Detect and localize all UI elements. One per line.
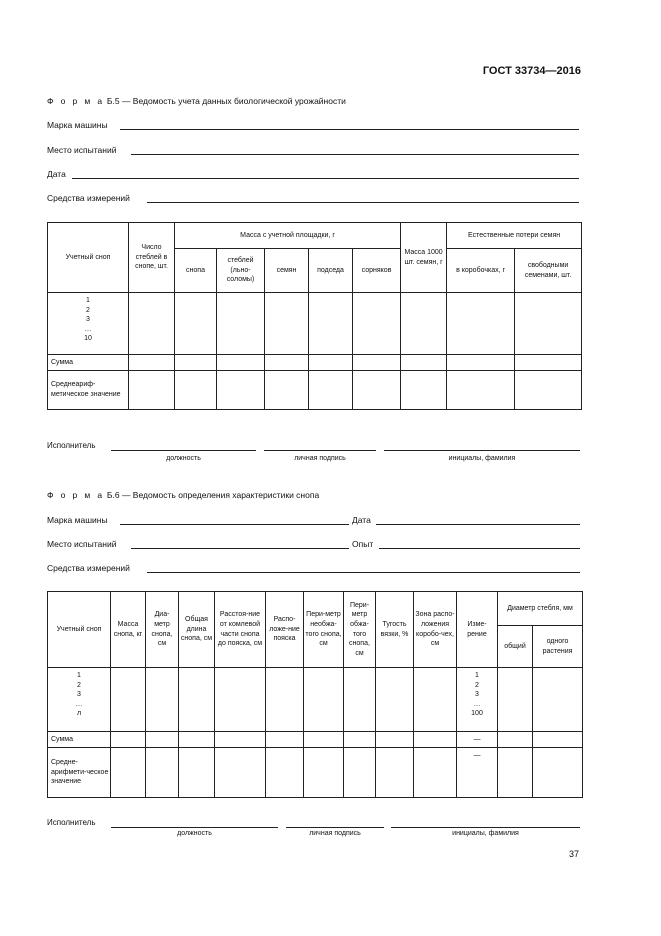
data-cell[interactable]: [447, 355, 515, 371]
data-cell[interactable]: [215, 748, 266, 798]
form5-machine-label: Марка машины: [47, 120, 108, 130]
measure-number: 3: [475, 691, 479, 699]
data-cell[interactable]: [344, 668, 376, 732]
form6-sign-field[interactable]: [286, 818, 384, 828]
data-cell[interactable]: [265, 293, 309, 355]
measure-number: 1: [475, 672, 479, 679]
data-cell[interactable]: [129, 293, 175, 355]
form5-place-label: Место испытаний: [47, 145, 117, 155]
h-one-growth: одного растения: [533, 626, 583, 668]
row-number: 1: [86, 297, 90, 304]
form6-experiment-field[interactable]: [379, 539, 580, 549]
form6-prefix: Ф о р м а: [47, 490, 105, 500]
row-number: 2: [86, 306, 90, 314]
form6-place-field[interactable]: [131, 539, 349, 549]
h-sheaf-mass: снопа: [175, 249, 217, 293]
measure-number: 2: [475, 681, 479, 689]
h-weeds: сорняков: [353, 249, 401, 293]
form5-title-text: Б.5 — Ведомость учета данных биологической урожайности: [106, 96, 346, 106]
form5-sign-field[interactable]: [264, 441, 376, 451]
h-belt: Распо-ложе-ние пояска: [266, 592, 304, 668]
form6-date-field[interactable]: [376, 515, 580, 525]
data-cell[interactable]: [146, 732, 179, 748]
form6-machine-label: Марка машины: [47, 515, 108, 525]
data-cell[interactable]: [266, 732, 304, 748]
table-row: [48, 748, 583, 798]
row-number: 2: [77, 681, 81, 689]
form6-position-caption: должность: [177, 830, 212, 837]
data-cell[interactable]: [533, 668, 583, 732]
h-perim-untrimmed: Пери-метр необжа-того снопа, см: [304, 592, 344, 668]
data-cell[interactable]: [179, 668, 215, 732]
data-cell[interactable]: [376, 732, 414, 748]
form5-executor-label: Исполнитель: [47, 441, 96, 450]
data-cell[interactable]: [215, 668, 266, 732]
form5-sign-caption: личная подпись: [294, 455, 346, 462]
data-cell[interactable]: [146, 748, 179, 798]
h-in-bolls: в коробочках, г: [447, 249, 515, 293]
form5-prefix: Ф о р м а: [47, 96, 105, 106]
form5-instruments-label: Средства измерений: [47, 193, 130, 203]
h-mass-1000: Масса 1000 шт. семян, г: [401, 223, 447, 293]
form6-date-label: Дата: [352, 515, 371, 525]
h-perim-trimmed: Пери-метр обжа-того снопа, см: [344, 592, 376, 668]
data-cell[interactable]: [146, 668, 179, 732]
form5-date-label: Дата: [47, 169, 66, 179]
form5-title: [47, 96, 346, 106]
data-cell[interactable]: [304, 732, 344, 748]
form6-sign-caption: личная подпись: [309, 830, 361, 837]
data-cell[interactable]: [414, 732, 457, 748]
data-cell[interactable]: [111, 748, 146, 798]
form6-instruments-label: Средства измерений: [47, 563, 130, 573]
data-cell[interactable]: [376, 668, 414, 732]
data-cell[interactable]: [353, 371, 401, 410]
data-cell[interactable]: [111, 732, 146, 748]
table-row: [48, 355, 582, 371]
form5-name-field[interactable]: [384, 441, 580, 451]
form6-executor-label: Исполнитель: [47, 818, 96, 827]
h-mass: Масса снопа, кг: [111, 592, 146, 668]
data-cell[interactable]: [515, 355, 582, 371]
data-cell[interactable]: [217, 293, 265, 355]
form6-title: [47, 490, 319, 500]
form5-place-field[interactable]: [131, 145, 579, 155]
table-row: [48, 293, 582, 355]
h-distance: Расстоя-ние от комлевой части снопа до пояска, см: [215, 592, 266, 668]
data-cell[interactable]: [353, 293, 401, 355]
form5-position-field[interactable]: [111, 441, 256, 451]
data-cell[interactable]: [266, 748, 304, 798]
row-number: л: [76, 710, 82, 718]
h-stems-count: Число стеблей в снопе, шт.: [129, 223, 175, 293]
data-cell[interactable]: [175, 371, 217, 410]
form5-name-caption: инициалы, фамилия: [448, 455, 516, 462]
h-length: Общая длина снопа, см: [179, 592, 215, 668]
data-cell[interactable]: [498, 748, 533, 798]
form5-instruments-field[interactable]: [147, 193, 579, 203]
data-cell[interactable]: [129, 371, 175, 410]
data-cell[interactable]: [447, 293, 515, 355]
data-cell[interactable]: [265, 355, 309, 371]
data-cell[interactable]: [175, 355, 217, 371]
data-cell[interactable]: [217, 371, 265, 410]
data-cell[interactable]: [304, 668, 344, 732]
data-cell[interactable]: [414, 748, 457, 798]
h-stem-diam: Диаметр стебля, мм: [498, 592, 583, 626]
h-measure: Изме-рение: [457, 592, 498, 668]
h-mass-group: Масса с учетной площадки, г: [175, 223, 401, 249]
data-cell[interactable]: [266, 668, 304, 732]
h-losses-group: Естественные потери семян: [447, 223, 582, 249]
sum-dash: —: [457, 732, 498, 748]
row-mean-label: Средне-арифмети-ческое значение: [48, 748, 111, 798]
row-numbers: [48, 293, 129, 355]
h-undergrowth: подседа: [309, 249, 353, 293]
row-number: 10: [84, 335, 92, 343]
row-sum-label: Сумма: [48, 355, 129, 371]
row-number: 3: [86, 316, 90, 324]
data-cell[interactable]: [129, 355, 175, 371]
row-sum-label: Сумма: [48, 732, 111, 748]
form5-date-field[interactable]: [72, 169, 579, 179]
h-boll-zone: Зона распо-ложения коробо-чех, см: [414, 592, 457, 668]
row-mean-label: Среднеариф-метическое значение: [48, 371, 129, 410]
table-row: [48, 668, 583, 732]
form5-table: [47, 222, 582, 410]
row-number: 1: [77, 672, 81, 679]
row-numbers: [48, 668, 111, 732]
form6-place-label: Место испытаний: [47, 539, 117, 549]
data-cell[interactable]: [309, 293, 353, 355]
data-cell[interactable]: [401, 371, 447, 410]
measure-number: 100: [471, 710, 483, 718]
h-sheaf: Учетный сноп: [48, 592, 111, 668]
data-cell[interactable]: [376, 748, 414, 798]
data-cell[interactable]: [414, 668, 457, 732]
page-number: 37: [568, 849, 579, 859]
mean-dash: —: [457, 748, 498, 798]
h-total: общий: [498, 626, 533, 668]
data-cell[interactable]: [179, 732, 215, 748]
form6-table: [47, 591, 583, 798]
data-cell[interactable]: [515, 293, 582, 355]
row-ellipsis: …: [75, 700, 83, 708]
data-cell[interactable]: [304, 748, 344, 798]
h-seeds: семян: [265, 249, 309, 293]
h-sheaf: Учетный сноп: [48, 223, 129, 293]
data-cell[interactable]: [265, 371, 309, 410]
data-cell[interactable]: [498, 732, 533, 748]
form6-experiment-label: Опыт: [352, 539, 374, 549]
table-row: [48, 371, 582, 410]
form5-position-caption: должность: [166, 455, 201, 462]
row-ellipsis: …: [84, 325, 92, 333]
form6-instruments-field[interactable]: [147, 563, 580, 573]
data-cell[interactable]: [447, 371, 515, 410]
form5-machine-field[interactable]: [120, 120, 579, 130]
standard-number: ГОСТ 33734—2016: [482, 65, 581, 77]
data-cell[interactable]: [344, 748, 376, 798]
measure-numbers: [457, 668, 498, 732]
data-cell[interactable]: [344, 732, 376, 748]
measure-ellipsis: …: [473, 700, 481, 708]
data-cell[interactable]: [179, 748, 215, 798]
data-cell[interactable]: [353, 355, 401, 371]
form6-title-text: Б.6 — Ведомость определения характеристики снопа: [106, 490, 320, 500]
h-stems-mass: стеблей (льно-соломы): [217, 249, 265, 293]
data-cell[interactable]: [309, 355, 353, 371]
h-free-seeds: свободными семенами, шт.: [515, 249, 582, 293]
h-tightness: Тугость вязки, %: [376, 592, 414, 668]
data-cell[interactable]: [217, 355, 265, 371]
form6-position-field[interactable]: [111, 818, 278, 828]
data-cell[interactable]: [498, 668, 533, 732]
data-cell[interactable]: [401, 355, 447, 371]
row-number: 3: [77, 691, 81, 699]
form6-name-field[interactable]: [391, 818, 580, 828]
data-cell[interactable]: [309, 371, 353, 410]
h-diameter: Диа-метр снопа, см: [146, 592, 179, 668]
data-cell[interactable]: [215, 732, 266, 748]
data-cell[interactable]: [175, 293, 217, 355]
data-cell[interactable]: [401, 293, 447, 355]
form6-name-caption: инициалы, фамилия: [452, 830, 519, 837]
table-row: [48, 732, 583, 748]
data-cell[interactable]: [533, 732, 583, 748]
data-cell[interactable]: [111, 668, 146, 732]
form6-machine-field[interactable]: [120, 515, 349, 525]
data-cell[interactable]: [515, 371, 582, 410]
data-cell[interactable]: [533, 748, 583, 798]
